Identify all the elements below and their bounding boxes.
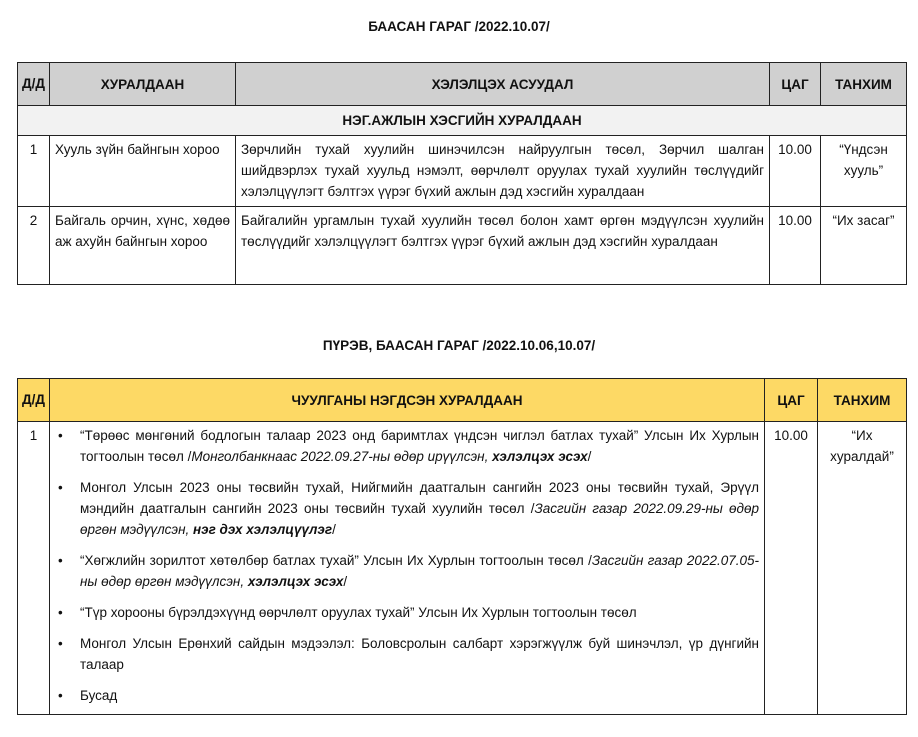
agenda-item-end: /	[332, 522, 336, 537]
row-num: 1	[18, 136, 50, 207]
row-time: 10.00	[770, 136, 821, 207]
table-header-row	[18, 379, 907, 422]
header-num: Д/Д	[18, 379, 50, 422]
agenda-item-end: /	[343, 574, 348, 589]
agenda-item-status: хэлэлцэх эсэх	[247, 574, 344, 589]
header-num: Д/Д	[18, 63, 50, 106]
row-room: “Их засаг”	[821, 207, 907, 285]
agenda-item-text: Монгол Улсын Ерөнхий сайдын мэдээлэл: Боловсролын салбарт хэрэгжүүлж буй шинэчлэл, үр дүнгийн талаар	[80, 636, 759, 672]
agenda-item	[55, 685, 759, 706]
agenda-item-note: Монголбанкнаас 2022.09.27-ны өдөр ирүүлсэн,	[191, 449, 493, 464]
row-room: “Үндсэн хууль”	[821, 136, 907, 207]
row-num: 1	[18, 422, 50, 715]
subheader-row	[18, 106, 907, 136]
bullet-icon: •	[58, 605, 63, 620]
row-time: 10.00	[770, 207, 821, 285]
bullet-icon: •	[58, 553, 63, 568]
header-room: ТАНХИМ	[821, 63, 907, 106]
plenary-schedule-table	[17, 378, 907, 715]
bullet-icon: •	[58, 688, 63, 703]
agenda-item-text: Монгол Улсын 2023 оны төсвийн тухай, Нийгмийн даатгалын сангийн 2023 оны төсвийн тухай, Эрүүл мэндийн даатгалын сангийн 2023 оны төсвийн тухай хуулийн төсөл /	[80, 480, 759, 516]
table-header-row	[18, 63, 907, 106]
agenda-item-text: “Төрөөс мөнгөний бодлогын талаар 2023 онд баримтлах үндсэн чиглэл батлах тухай” Улсын Их Хурлын тогтоолын төсөл /	[80, 428, 759, 464]
agenda-item-note: Засгийн газар 2022.09.29-ны өдөр өргөн мэдүүлсэн,	[80, 501, 759, 537]
agenda-item-status: хэлэлцэх эсэх	[492, 449, 588, 464]
agenda-item	[55, 602, 759, 623]
committee-schedule-table	[17, 62, 907, 285]
header-meeting: ЧУУЛГАНЫ НЭГДСЭН ХУРАЛДААН	[50, 379, 765, 422]
section2-title: ПҮРЭВ, БААСАН ГАРАГ /2022.10.06,10.07/	[322, 338, 596, 353]
header-room: ТАНХИМ	[818, 379, 907, 422]
row-issue: Байгалийн ургамлын тухай хуулийн төсөл болон хамт өргөн мэдүүлсэн хуулийн төслүүдийг хэлэлцүүлэгт бэлтгэх үүрэг бүхий ажлын дэд хэсгийн хуралдаан	[236, 207, 770, 285]
table-row	[18, 422, 907, 715]
bullet-icon: •	[58, 636, 63, 651]
header-time: ЦАГ	[765, 379, 818, 422]
agenda-item-note: Засгийн газар 2022.07.05-ны өдөр өргөн мэдүүлсэн,	[80, 553, 759, 589]
agenda-item-status: нэг дэх хэлэлцүүлэг	[193, 522, 333, 537]
agenda-item	[55, 477, 759, 540]
agenda-item-text: “Хөгжлийн зорилтот хөтөлбөр батлах тухай” Улсын Их Хурлын тогтоолын төсөл /	[80, 553, 592, 568]
agenda-cell	[50, 422, 765, 715]
bullet-icon: •	[58, 480, 63, 495]
row-room: “Их хуралдай”	[818, 422, 907, 715]
header-time: ЦАГ	[770, 63, 821, 106]
row-meeting: Хууль зүйн байнгын хороо	[50, 136, 236, 207]
agenda-item-end: /	[587, 449, 592, 464]
agenda-list	[55, 425, 759, 706]
row-num: 2	[18, 207, 50, 285]
agenda-item	[55, 633, 759, 675]
section1-title: БААСАН ГАРАГ /2022.10.07/	[368, 19, 550, 34]
table-row	[18, 136, 907, 207]
header-issue: ХЭЛЭЛЦЭХ АСУУДАЛ	[236, 63, 770, 106]
agenda-item-text: Бусад	[80, 688, 118, 703]
row-time: 10.00	[765, 422, 818, 715]
agenda-item	[55, 425, 759, 467]
row-meeting: Байгаль орчин, хүнс, хөдөө аж ахуйн байнгын хороо	[50, 207, 236, 285]
row-issue: Зөрчлийн тухай хуулийн шинэчилсэн найруулгын төсөл, Зөрчил шалган шийдвэрлэх тухай хуульд нэмэлт, өөрчлөлт оруулах тухай хуулийн төслүүдийг хэлэлцүүлэгт бэлтгэх үүрэг бүхий ажлын дэд хэсгийн хуралдаан	[236, 136, 770, 207]
bullet-icon: •	[58, 428, 63, 443]
agenda-item	[55, 550, 759, 592]
header-meeting: ХУРАЛДААН	[50, 63, 236, 106]
working-group-subheader: НЭГ.АЖЛЫН ХЭСГИЙН ХУРАЛДААН	[18, 106, 907, 136]
agenda-item-text: “Түр хорооны бүрэлдэхүүнд өөрчлөлт оруулах тухай” Улсын Их Хурлын тогтоолын төсөл	[80, 605, 637, 620]
table-row	[18, 207, 907, 285]
